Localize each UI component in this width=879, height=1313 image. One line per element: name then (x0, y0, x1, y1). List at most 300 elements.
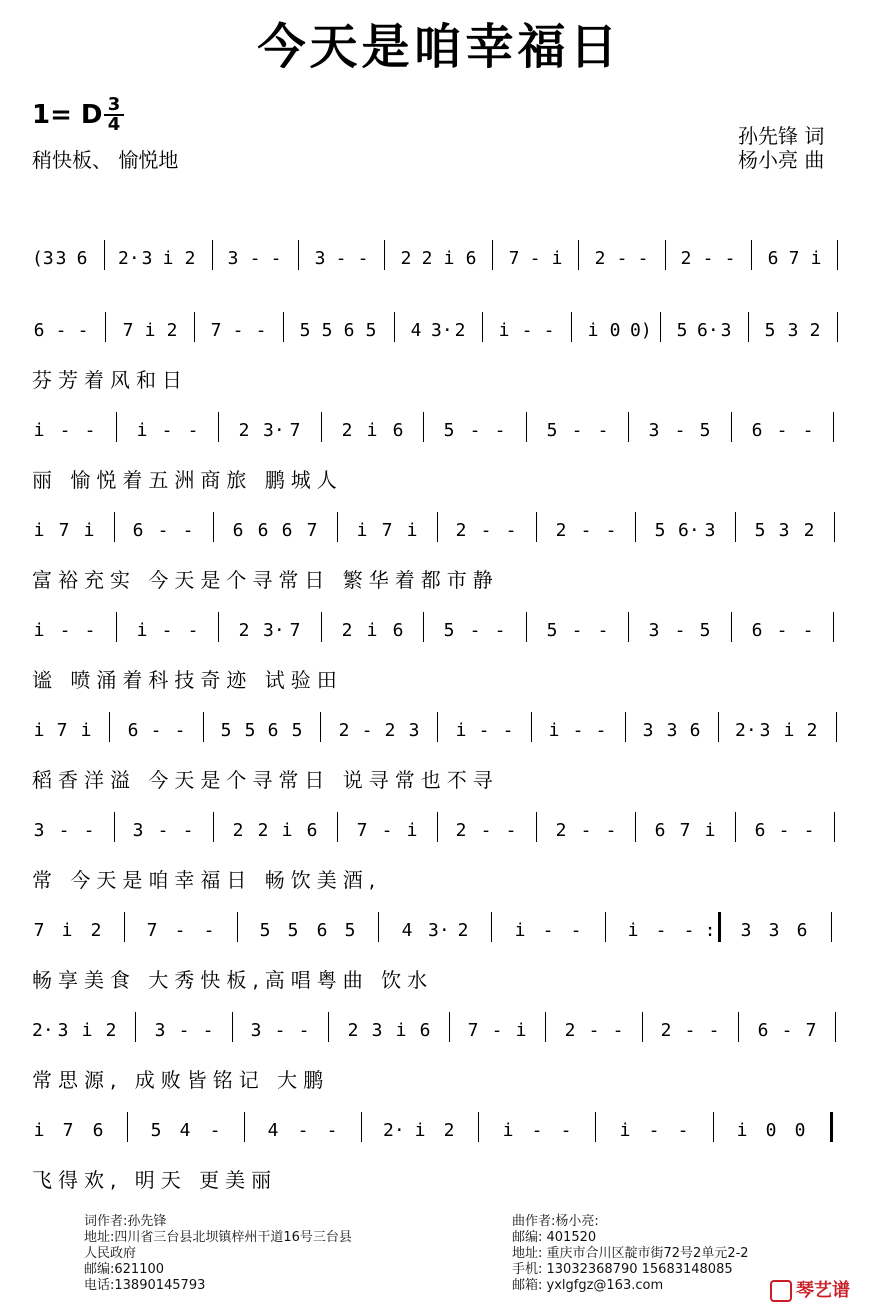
note: - (803, 820, 815, 841)
note: 6 (419, 1020, 431, 1041)
barline (232, 1012, 233, 1042)
note: 6 (343, 320, 355, 341)
note: 2 (341, 420, 353, 441)
notation-line (32, 912, 852, 952)
barline (218, 412, 219, 442)
note: 3 (314, 248, 326, 269)
note: i (136, 620, 148, 641)
note: 3 (227, 248, 239, 269)
barline (104, 240, 105, 270)
note: 2· (32, 1020, 54, 1041)
key-signature: 1= D (32, 100, 103, 130)
note: 2 (184, 248, 196, 269)
note: 3 (787, 320, 799, 341)
note: - (84, 420, 96, 441)
notation-line (32, 612, 852, 652)
barline (116, 412, 117, 442)
note: i (704, 820, 716, 841)
barline (124, 912, 125, 942)
note: - (802, 420, 814, 441)
barline (738, 1012, 739, 1042)
barline (526, 412, 527, 442)
barline (834, 812, 835, 842)
note: 6 (257, 520, 269, 541)
barline (835, 1012, 836, 1042)
note: - (595, 720, 607, 741)
note: 2 (338, 720, 350, 741)
note: - (270, 248, 282, 269)
barline (491, 912, 492, 942)
note: - (157, 820, 169, 841)
note: 3 (648, 620, 660, 641)
note: 3· (431, 320, 453, 341)
note: 2 (803, 520, 815, 541)
note: 2 (594, 248, 606, 269)
notation-line (32, 1012, 852, 1052)
note: 4 (267, 1120, 279, 1141)
note: - (480, 520, 492, 541)
note: 2 (455, 520, 467, 541)
barline (836, 712, 837, 742)
note: - (182, 520, 194, 541)
note: - (521, 320, 533, 341)
note: - (776, 620, 788, 641)
note: 3 (250, 1020, 262, 1041)
score-row (0, 912, 879, 1002)
note: 2 (90, 920, 102, 941)
barline (751, 240, 752, 270)
note: i (736, 1120, 748, 1141)
note: i (33, 520, 45, 541)
note: - (357, 248, 369, 269)
note: - (209, 1120, 221, 1141)
note: - (274, 1020, 286, 1041)
note: - (597, 420, 609, 441)
note: 5 (546, 420, 558, 441)
note: - (502, 720, 514, 741)
score-row (0, 712, 879, 802)
note: i (33, 1120, 45, 1141)
footer-left-line: 邮编:621100 (84, 1262, 165, 1277)
lyrics-line (32, 964, 852, 994)
note: i (619, 1120, 631, 1141)
note: i (587, 320, 599, 341)
lyrics-line (32, 364, 852, 394)
lyrics-line (32, 664, 852, 694)
note: 3 (740, 920, 752, 941)
note: - (543, 320, 555, 341)
note: i (162, 248, 174, 269)
lyric-text: 稻香洋溢 今天是个寻常日 说寻常也不寻 (32, 768, 499, 792)
lyric-text: 畅享美食 大秀快板,高唱粤曲 饮水 (32, 968, 434, 992)
note: 2 (421, 248, 433, 269)
barline (105, 312, 106, 342)
note: 5 (546, 620, 558, 641)
note: i (406, 820, 418, 841)
note: i (783, 720, 795, 741)
score-row (0, 512, 879, 602)
note: 6 (796, 920, 808, 941)
note: - (59, 420, 71, 441)
note: 2 (400, 248, 412, 269)
note: - (202, 1020, 214, 1041)
note: 2· (735, 720, 757, 741)
logo-icon (770, 1280, 792, 1302)
note: 6 (92, 1120, 104, 1141)
note: i (498, 320, 510, 341)
note: 6· (697, 320, 719, 341)
note: 7 (381, 520, 393, 541)
barline (213, 812, 214, 842)
barline (578, 240, 579, 270)
note: i (366, 620, 378, 641)
note: 6 (267, 720, 279, 741)
barline (660, 312, 661, 342)
note: 5 (259, 920, 271, 941)
notation-line (32, 812, 852, 852)
note: - (55, 320, 67, 341)
lyric-text: 飞得欢, 明天 更美丽 (32, 1168, 278, 1192)
repeat-sign: : (704, 920, 716, 941)
note: 5 (344, 920, 356, 941)
note: - (326, 1120, 338, 1141)
note: - (605, 520, 617, 541)
barline (320, 712, 321, 742)
note: - (59, 620, 71, 641)
barline (437, 512, 438, 542)
barline (384, 240, 385, 270)
note: 2 (347, 1020, 359, 1041)
footer-left-line: 人民政府 (84, 1246, 137, 1261)
note: 5 (365, 320, 377, 341)
note: 3 (768, 920, 780, 941)
note: - (249, 248, 261, 269)
note: - (570, 920, 582, 941)
note: - (174, 920, 186, 941)
note: i (281, 820, 293, 841)
note: 2· (383, 1120, 405, 1141)
note: - (469, 420, 481, 441)
note: 2 (105, 1020, 117, 1041)
notation-line (32, 412, 852, 452)
barline (531, 712, 532, 742)
note: 3 (778, 520, 790, 541)
note: 0 (765, 1120, 777, 1141)
lyrics-line (32, 864, 852, 894)
note: - (597, 620, 609, 641)
watermark-text: 琴艺谱 (796, 1280, 850, 1301)
note: 5 (699, 620, 711, 641)
barline (571, 312, 572, 342)
note: 5 (150, 1120, 162, 1141)
note: i (61, 920, 73, 941)
note: 5 (291, 720, 303, 741)
note: i (366, 420, 378, 441)
note: 3 (666, 720, 678, 741)
note: - (187, 620, 199, 641)
note: 2 (660, 1020, 672, 1041)
note: 6 (132, 520, 144, 541)
note: 7 (58, 520, 70, 541)
note: 2 (232, 820, 244, 841)
note: 6 (127, 720, 139, 741)
note: 7 (306, 520, 318, 541)
note: 7 (805, 1020, 817, 1041)
note: - (297, 1120, 309, 1141)
barline (321, 612, 322, 642)
note: 6 (232, 520, 244, 541)
barline (321, 412, 322, 442)
barline (642, 1012, 643, 1042)
note: - (494, 420, 506, 441)
note: i (515, 1020, 527, 1041)
note: i (136, 420, 148, 441)
barline (595, 1112, 596, 1142)
barline (213, 512, 214, 542)
note: - (531, 1120, 543, 1141)
note: 3 (704, 520, 716, 541)
note: - (187, 420, 199, 441)
note: 5 (244, 720, 256, 741)
note: - (361, 720, 373, 741)
note: (3 (32, 248, 54, 269)
note: - (571, 620, 583, 641)
note: 5 (676, 320, 688, 341)
barline (237, 912, 238, 942)
note: - (255, 320, 267, 341)
barline (437, 712, 438, 742)
note: 2 (555, 820, 567, 841)
note: 7 (788, 248, 800, 269)
barline (731, 612, 732, 642)
note: - (478, 720, 490, 741)
note: 3· (263, 620, 285, 641)
note: 0) (630, 320, 652, 341)
footer-right-line: 邮箱: yxlgfgz@163.com (512, 1278, 664, 1293)
barline (482, 312, 483, 342)
note: i (443, 248, 455, 269)
note: - (776, 420, 788, 441)
barline (837, 312, 838, 342)
note: i (356, 520, 368, 541)
barline (628, 612, 629, 642)
note: - (648, 1120, 660, 1141)
note: - (529, 248, 541, 269)
note: 2 (809, 320, 821, 341)
note: 2· (118, 248, 140, 269)
barline (109, 712, 110, 742)
note: - (724, 248, 736, 269)
note: 0 (609, 320, 621, 341)
note: 6 (306, 820, 318, 841)
note: - (702, 248, 714, 269)
note: i (502, 1120, 514, 1141)
barline (536, 812, 537, 842)
score-row (0, 812, 879, 902)
note: 5 (443, 620, 455, 641)
barline (328, 1012, 329, 1042)
notation-line (32, 512, 852, 552)
barline (244, 1112, 245, 1142)
note: 2 (341, 620, 353, 641)
note: 2 (238, 620, 250, 641)
note: - (655, 920, 667, 941)
barline (283, 312, 284, 342)
note: 3 (759, 720, 771, 741)
note: - (778, 820, 790, 841)
note: 4 (401, 920, 413, 941)
note: 6 (767, 248, 779, 269)
notation-line (32, 240, 852, 280)
barline (423, 412, 424, 442)
lyrics-line (32, 764, 852, 794)
note: i (395, 1020, 407, 1041)
footer-left-line: 电话:13890145793 (84, 1278, 206, 1293)
note: 5 (764, 320, 776, 341)
time-sig-den: 4 (104, 114, 124, 134)
note: - (161, 620, 173, 641)
barline (526, 612, 527, 642)
note: 6 (392, 620, 404, 641)
note: - (58, 820, 70, 841)
note: i (455, 720, 467, 741)
note: 7 (679, 820, 691, 841)
lyric-text: 常 今天是咱幸福日 畅饮美酒, (32, 868, 382, 892)
note: 6 (281, 520, 293, 541)
barline (218, 612, 219, 642)
notation-line (32, 712, 852, 752)
footer-right-line: 曲作者:杨小亮: (512, 1214, 599, 1229)
note: 7 (210, 320, 222, 341)
note: - (491, 1020, 503, 1041)
time-sig-num: 3 (107, 94, 121, 115)
note: - (677, 1120, 689, 1141)
footer-left-line: 地址:四川省三台县北坝镇梓州干道16号三台县 (84, 1230, 352, 1245)
note: - (542, 920, 554, 941)
watermark-logo (770, 1276, 850, 1302)
barline (833, 412, 834, 442)
lyric-text: 芬芳着风和日 (32, 368, 188, 392)
barline (628, 412, 629, 442)
barline (833, 612, 834, 642)
note: - (802, 620, 814, 641)
note: 7 (62, 1120, 74, 1141)
note: - (494, 620, 506, 641)
note: 2 (257, 820, 269, 841)
footer-left-line: 词作者:孙先锋 (84, 1214, 167, 1229)
note: - (637, 248, 649, 269)
note: - (174, 720, 186, 741)
note: - (161, 420, 173, 441)
note: 2 (454, 320, 466, 341)
barline (830, 1112, 833, 1142)
note: - (588, 1020, 600, 1041)
barline (127, 1112, 128, 1142)
lyric-text: 丽 愉悦着五洲商旅 鹏城人 (32, 468, 343, 492)
barline (337, 512, 338, 542)
note: 3· (428, 920, 450, 941)
note: 3 (642, 720, 654, 741)
lyrics-line (32, 464, 852, 494)
barline (834, 512, 835, 542)
note: 2 (384, 720, 396, 741)
note: 6 (751, 420, 763, 441)
note: - (84, 620, 96, 641)
note: - (684, 1020, 696, 1041)
note: 5 (220, 720, 232, 741)
note: 6 (76, 248, 88, 269)
score-row (0, 312, 879, 402)
lyrics-line (32, 1064, 852, 1094)
notation-line (32, 1112, 852, 1152)
note: - (232, 320, 244, 341)
note: - (683, 920, 695, 941)
note: 6 (33, 320, 45, 341)
barline (337, 812, 338, 842)
note: - (83, 820, 95, 841)
note: - (571, 420, 583, 441)
notation-line (32, 312, 852, 352)
note: 5 (321, 320, 333, 341)
note: 2 (443, 1120, 455, 1141)
note: - (580, 520, 592, 541)
note: 3 (55, 248, 67, 269)
lyrics-line (32, 564, 852, 594)
note: - (605, 820, 617, 841)
barline (394, 312, 395, 342)
note: i (810, 248, 822, 269)
barline (212, 240, 213, 270)
barline (194, 312, 195, 342)
note: 2 (555, 520, 567, 541)
note: 2 (806, 720, 818, 741)
footer-right-line: 邮编: 401520 (512, 1230, 597, 1245)
note: 6 (689, 720, 701, 741)
barline (114, 512, 115, 542)
barline (831, 912, 832, 942)
barline (378, 912, 379, 942)
note: 6 (654, 820, 666, 841)
barline (625, 712, 626, 742)
note: - (178, 1020, 190, 1041)
barline (665, 240, 666, 270)
barline (298, 240, 299, 270)
note: - (674, 420, 686, 441)
note: i (514, 920, 526, 941)
note: i (33, 420, 45, 441)
barline (492, 240, 493, 270)
barline (735, 512, 736, 542)
note: i (551, 248, 563, 269)
note: 6 (392, 420, 404, 441)
barline (718, 912, 721, 942)
note: 2 (166, 320, 178, 341)
note: 6 (465, 248, 477, 269)
note: 3 (408, 720, 420, 741)
note: - (335, 248, 347, 269)
page-title: 今天是咱幸福日 (257, 19, 622, 75)
note: i (414, 1120, 426, 1141)
barline (635, 812, 636, 842)
barline (478, 1112, 479, 1142)
barline (116, 612, 117, 642)
note: 7 (289, 420, 301, 441)
tempo-marking: 稍快板、 愉悦地 (32, 148, 179, 172)
note: - (580, 820, 592, 841)
note: - (150, 720, 162, 741)
footer-right (512, 1214, 749, 1294)
note: 3 (57, 1020, 69, 1041)
